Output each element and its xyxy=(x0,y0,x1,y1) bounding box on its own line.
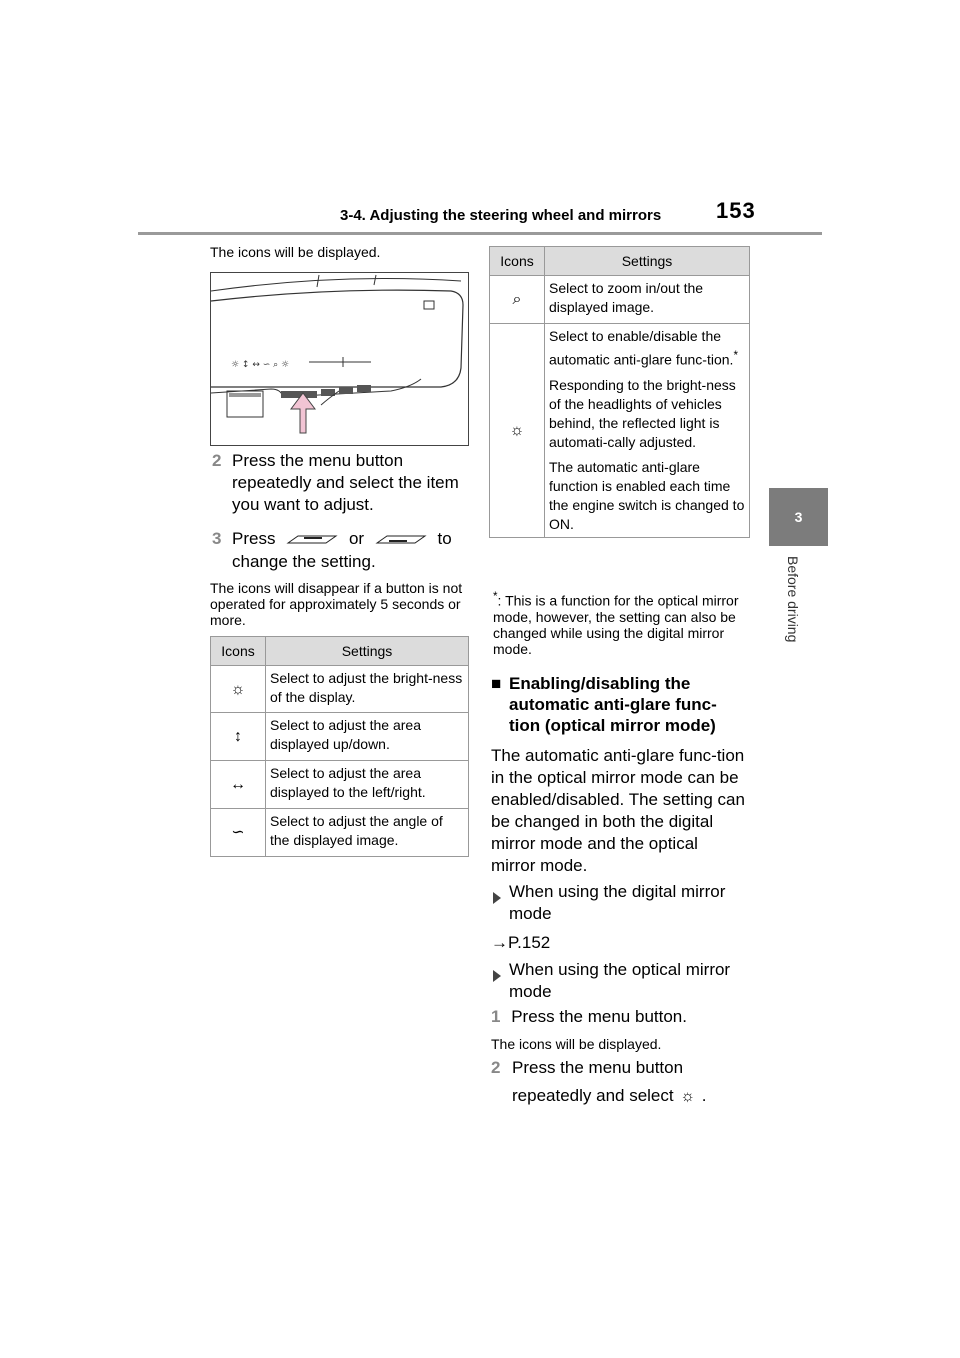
leftright-arrow-icon: ↔ xyxy=(230,776,246,793)
step-3-line2: change the setting. xyxy=(232,552,376,571)
col-icons: Icons xyxy=(211,637,266,666)
step-3-number: 3 xyxy=(212,529,222,548)
intro-text: The icons will be displayed. xyxy=(210,244,381,260)
disappear-note: The icons will disappear if a button is not operated for approximately 5 seconds or more. xyxy=(210,580,463,628)
col-settings: Settings xyxy=(545,247,750,276)
right-step-1: 1 Press the menu button. xyxy=(491,1007,687,1026)
auto-antiglare-icon: ☼ xyxy=(509,421,525,439)
mirror-drawing xyxy=(211,273,468,445)
svg-text:☼ ↕ ↔ ∽ ⌕ ☼: ☼ ↕ ↔ ∽ ⌕ ☼ xyxy=(231,360,290,370)
arrow-icon: → xyxy=(491,933,508,952)
angle-icon: ∽ xyxy=(231,824,245,841)
chapter-label: Before driving xyxy=(785,556,801,643)
mirror-illustration xyxy=(210,272,469,446)
col-icons: Icons xyxy=(490,247,545,276)
right-step-2-line1: Press the menu button xyxy=(512,1058,684,1077)
footnote: *: This is a function for the optical mirror mode, however, the setting can also be changed while using the digital mirror mode. xyxy=(493,590,739,657)
page-reference[interactable]: →P.152 xyxy=(491,933,551,952)
section-title: 3-4. Adjusting the steering wheel and mirrors xyxy=(340,207,662,224)
bullet-triangle-icon xyxy=(493,964,509,986)
bullet-digital: When using the digital mirror mode xyxy=(493,881,748,925)
icons-displayed-note: The icons will be displayed. xyxy=(491,1036,662,1052)
table-row: Select to zoom in/out the displayed image. xyxy=(545,276,750,324)
table-row: Select to adjust the area displayed to the left/right. xyxy=(266,761,469,809)
table-row: Select to adjust the angle of the displayed image. xyxy=(266,809,469,857)
right-step-2-line2: repeatedly and select ☼ . xyxy=(512,1086,707,1105)
step-2-number: 2 xyxy=(212,451,222,470)
chapter-number: 3 xyxy=(794,509,803,525)
bullet-optical: When using the optical mirror mode xyxy=(493,959,748,1003)
table-row: Select to adjust the bright-ness of the display. xyxy=(266,666,469,713)
description-paragraph: The automatic anti-glare func-tion in the optical mirror mode can be enabled/disabled. The setting can be changed in both the digital mirror mode and the optical mirror mode. xyxy=(491,746,745,875)
step-2-text: Press the menu button repeatedly and select the item you want to adjust. xyxy=(232,451,459,514)
auto-antiglare-icon: ☼ xyxy=(680,1088,696,1105)
icons-table-2 xyxy=(489,246,750,538)
section-heading: ■ Enabling/disabling the automatic anti-glare func-tion (optical mirror mode) xyxy=(491,674,717,735)
zoom-icon: ⌕ xyxy=(512,291,522,308)
right-step-2-number: 2 xyxy=(491,1058,501,1077)
header-divider xyxy=(138,232,822,235)
left-button-icon xyxy=(286,534,338,546)
col-settings: Settings xyxy=(266,637,469,666)
right-button-icon xyxy=(375,534,427,546)
icons-table-1 xyxy=(210,636,469,857)
brightness-icon: ☼ xyxy=(230,680,246,698)
table-row: Select to enable/disable the automatic anti-glare func-tion.* Responding to the bright-ness of the headlights of vehicles behind, the reflected light is automati-cally adjusted. The automatic anti-glare function is enabled each time the engine switch is changed to ON. xyxy=(545,324,750,538)
table-row: Select to adjust the area displayed up/down. xyxy=(266,713,469,761)
updown-arrow-icon: ↕ xyxy=(234,728,242,745)
heading-marker-icon: ■ xyxy=(491,674,502,693)
bullet-triangle-icon xyxy=(493,886,509,908)
page-number: 153 xyxy=(716,198,756,223)
step-3-line1: Press or to xyxy=(232,529,452,548)
